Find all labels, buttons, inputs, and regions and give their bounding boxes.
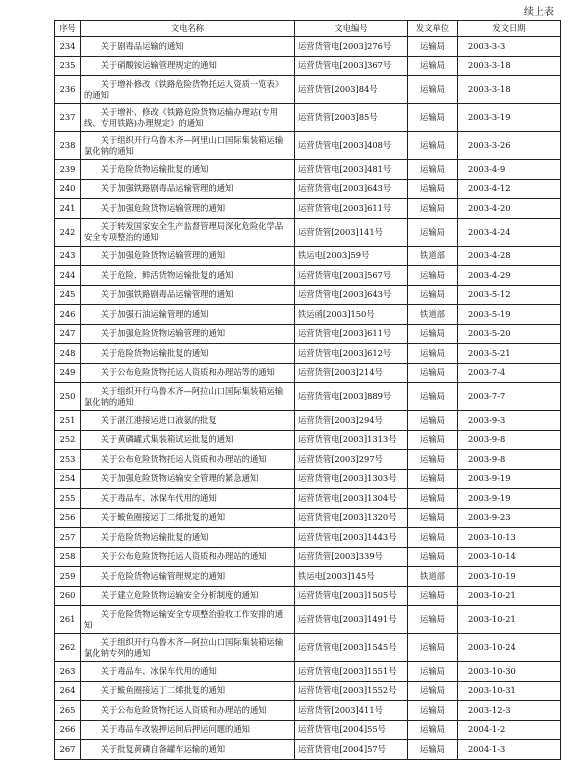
issue-date: 2003-4-24 <box>458 218 561 246</box>
table-row <box>55 383 561 411</box>
table-row <box>55 567 561 587</box>
document-number: 运营货管电[2003]1320号 <box>295 508 408 528</box>
header-date: 发文日期 <box>458 21 561 37</box>
table-row <box>55 56 561 76</box>
document-title: 关于批复黄磷自备罐车运输的通知 <box>81 740 295 760</box>
issuing-unit: 运输局 <box>408 469 458 489</box>
row-number: 254 <box>55 469 81 489</box>
issuing-unit: 运输局 <box>408 344 458 364</box>
issue-date: 2003-3-26 <box>458 132 561 160</box>
issue-date: 2003-9-3 <box>458 411 561 431</box>
document-title: 关于危险货物运输安全专项整治验收工作安排的通知 <box>81 606 295 634</box>
document-title: 关于建立危险货物运输安全分析制度的通知 <box>81 586 295 606</box>
issue-date: 2003-3-18 <box>458 76 561 104</box>
issuing-unit: 运输局 <box>408 547 458 567</box>
document-title: 关于毒品车、冰保车代用的通知 <box>81 489 295 509</box>
issuing-unit: 运输局 <box>408 383 458 411</box>
document-number: 运营货管电[2003]889号 <box>295 383 408 411</box>
header-no: 序号 <box>55 21 81 37</box>
issuing-unit: 运输局 <box>408 740 458 760</box>
issue-date: 2003-10-21 <box>458 586 561 606</box>
document-number: 运营货管电[2003]408号 <box>295 132 408 160</box>
table-row <box>55 199 561 219</box>
row-number: 255 <box>55 489 81 509</box>
document-title: 关于加强危险货物运输管理的通知 <box>81 246 295 266</box>
header-title: 文电名称 <box>81 21 295 37</box>
document-number: 运营货管[2003]85号 <box>295 104 408 132</box>
table-row <box>55 547 561 567</box>
issuing-unit: 运输局 <box>408 606 458 634</box>
document-number: 运营货管电[2003]276号 <box>295 37 408 57</box>
table-row <box>55 606 561 634</box>
document-number: 运营货管电[2003]1545号 <box>295 634 408 662</box>
issue-date: 2003-10-24 <box>458 634 561 662</box>
row-number: 249 <box>55 363 81 383</box>
document-number: 运营货管[2003]294号 <box>295 411 408 431</box>
document-title: 关于毒品车改装押运间后押运问题的通知 <box>81 720 295 740</box>
row-number: 265 <box>55 701 81 721</box>
issuing-unit: 运输局 <box>408 76 458 104</box>
issuing-unit: 运输局 <box>408 179 458 199</box>
document-number: 运营货管电[2003]1443号 <box>295 528 408 548</box>
issuing-unit: 运输局 <box>408 56 458 76</box>
document-title: 关于湛江港接运进口液氨的批复 <box>81 411 295 431</box>
document-number: 运营货管电[2003]1505号 <box>295 586 408 606</box>
document-title: 关于加强铁路剧毒品运输管理的通知 <box>81 285 295 305</box>
document-title: 关于公布危险货物托运人资质和办理站的通知 <box>81 547 295 567</box>
table-row <box>55 430 561 450</box>
document-title: 关于危险、鲜活货物运输批复的通知 <box>81 266 295 286</box>
document-title: 关于危险货物运输批复的通知 <box>81 528 295 548</box>
document-number: 运营货管电[2003]1552号 <box>295 681 408 701</box>
issue-date: 2003-7-7 <box>458 383 561 411</box>
table-row <box>55 179 561 199</box>
table-row <box>55 160 561 180</box>
document-number: 运营货管电[2004]57号 <box>295 740 408 760</box>
issuing-unit: 运输局 <box>408 701 458 721</box>
document-number: 运营货管电[2003]481号 <box>295 160 408 180</box>
issuing-unit: 运输局 <box>408 104 458 132</box>
row-number: 259 <box>55 567 81 587</box>
document-number: 运营货管[2003]214号 <box>295 363 408 383</box>
issue-date: 2003-9-23 <box>458 508 561 528</box>
table-row <box>55 450 561 470</box>
row-number: 248 <box>55 344 81 364</box>
issuing-unit: 铁道部 <box>408 246 458 266</box>
document-title: 关于黄磷罐式集装箱试运批复的通知 <box>81 430 295 450</box>
document-title: 关于加强石油运输管理的通知 <box>81 305 295 325</box>
row-number: 245 <box>55 285 81 305</box>
document-title: 关于毒品车、冰保车代用的通知 <box>81 662 295 682</box>
issuing-unit: 运输局 <box>408 218 458 246</box>
document-title: 关于加强危险货物运输安全管理的紧急通知 <box>81 469 295 489</box>
document-number: 铁运电[2003]59号 <box>295 246 408 266</box>
issuing-unit: 运输局 <box>408 363 458 383</box>
issue-date: 2004-1-3 <box>458 740 561 760</box>
document-number: 运营货管电[2003]611号 <box>295 324 408 344</box>
table-row <box>55 37 561 57</box>
row-number: 260 <box>55 586 81 606</box>
row-number: 238 <box>55 132 81 160</box>
issue-date: 2003-10-19 <box>458 567 561 587</box>
document-number: 运营货管电[2003]1313号 <box>295 430 408 450</box>
row-number: 266 <box>55 720 81 740</box>
issue-date: 2003-4-29 <box>458 266 561 286</box>
row-number: 235 <box>55 56 81 76</box>
issuing-unit: 运输局 <box>408 266 458 286</box>
row-number: 236 <box>55 76 81 104</box>
row-number: 246 <box>55 305 81 325</box>
document-number: 运营货管电[2003]611号 <box>295 199 408 219</box>
table-row <box>55 285 561 305</box>
row-number: 240 <box>55 179 81 199</box>
table-row <box>55 720 561 740</box>
document-table <box>54 20 561 760</box>
row-number: 241 <box>55 199 81 219</box>
document-number: 运营货管[2003]411号 <box>295 701 408 721</box>
table-row <box>55 324 561 344</box>
issue-date: 2003-7-4 <box>458 363 561 383</box>
document-title: 关于加强危险货物运输管理的通知 <box>81 199 295 219</box>
issue-date: 2003-5-12 <box>458 285 561 305</box>
issue-date: 2003-12-3 <box>458 701 561 721</box>
row-number: 261 <box>55 606 81 634</box>
issuing-unit: 运输局 <box>408 411 458 431</box>
row-number: 257 <box>55 528 81 548</box>
document-title: 关于公布危险货物托运人资质和办理站的通知 <box>81 450 295 470</box>
issue-date: 2003-4-9 <box>458 160 561 180</box>
row-number: 247 <box>55 324 81 344</box>
issuing-unit: 运输局 <box>408 586 458 606</box>
row-number: 264 <box>55 681 81 701</box>
document-title: 关于加强危险货物运输管理的通知 <box>81 324 295 344</box>
document-number: 运营货管[2003]339号 <box>295 547 408 567</box>
document-title: 关于加强铁路剧毒品运输管理的通知 <box>81 179 295 199</box>
issuing-unit: 运输局 <box>408 634 458 662</box>
issuing-unit: 运输局 <box>408 681 458 701</box>
row-number: 237 <box>55 104 81 132</box>
issuing-unit: 运输局 <box>408 324 458 344</box>
document-title: 关于增补、修改《铁路危险货物运输办理站(专用线、专用铁路)办理规定》的通知 <box>81 104 295 132</box>
table-row <box>55 246 561 266</box>
document-title: 关于组织开行乌鲁木齐—阿拉山口国际集装箱运输氯化钠专列的通知 <box>81 634 295 662</box>
document-title: 关于组织开行乌鲁木齐—阿拉山口国际集装箱运输氯化钠的通知 <box>81 383 295 411</box>
issue-date: 2003-9-8 <box>458 430 561 450</box>
document-title: 关于危险货物运输批复的通知 <box>81 160 295 180</box>
issue-date: 2003-9-19 <box>458 469 561 489</box>
row-number: 251 <box>55 411 81 431</box>
row-number: 243 <box>55 246 81 266</box>
issue-date: 2003-4-28 <box>458 246 561 266</box>
table-row <box>55 508 561 528</box>
table-row <box>55 489 561 509</box>
issuing-unit: 运输局 <box>408 37 458 57</box>
document-number: 运营货管[2003]84号 <box>295 76 408 104</box>
document-number: 运营货管电[2003]567号 <box>295 266 408 286</box>
issuing-unit: 运输局 <box>408 199 458 219</box>
issuing-unit: 铁道部 <box>408 567 458 587</box>
issue-date: 2003-10-14 <box>458 547 561 567</box>
row-number: 262 <box>55 634 81 662</box>
issue-date: 2003-10-21 <box>458 606 561 634</box>
document-number: 运营货管电[2004]55号 <box>295 720 408 740</box>
row-number: 263 <box>55 662 81 682</box>
document-title: 关于转发国家安全生产监督管理局深化危险化学品安全专项整治的通知 <box>81 218 295 246</box>
table-row <box>55 662 561 682</box>
header-row <box>55 21 561 37</box>
issue-date: 2003-4-20 <box>458 199 561 219</box>
issuing-unit: 铁道部 <box>408 305 458 325</box>
table-row <box>55 586 561 606</box>
issue-date: 2003-3-19 <box>458 104 561 132</box>
document-number: 铁运电[2003]145号 <box>295 567 408 587</box>
table-row <box>55 266 561 286</box>
table-row <box>55 701 561 721</box>
issue-date: 2003-10-31 <box>458 681 561 701</box>
row-number: 239 <box>55 160 81 180</box>
row-number: 244 <box>55 266 81 286</box>
document-number: 运营货管电[2003]612号 <box>295 344 408 364</box>
table-row <box>55 363 561 383</box>
header-unit: 发文单位 <box>408 21 458 37</box>
table-row <box>55 76 561 104</box>
document-title: 关于危险货物运输管理规定的通知 <box>81 567 295 587</box>
document-title: 关于鲅鱼圈接运丁二烯批复的通知 <box>81 681 295 701</box>
issue-date: 2003-4-12 <box>458 179 561 199</box>
document-number: 运营货管电[2003]1551号 <box>295 662 408 682</box>
document-number: 铁运函[2003]150号 <box>295 305 408 325</box>
table-row <box>55 469 561 489</box>
table-row <box>55 104 561 132</box>
document-number: 运营货管电[2003]1304号 <box>295 489 408 509</box>
issue-date: 2003-5-21 <box>458 344 561 364</box>
document-title: 关于公布危险货物托运人资质和办理站等的通知 <box>81 363 295 383</box>
issuing-unit: 运输局 <box>408 430 458 450</box>
issuing-unit: 运输局 <box>408 160 458 180</box>
table-row <box>55 634 561 662</box>
table-row <box>55 344 561 364</box>
row-number: 242 <box>55 218 81 246</box>
row-number: 234 <box>55 37 81 57</box>
document-title: 关于增补修改《铁路危险货物托运人资质一览表》的通知 <box>81 76 295 104</box>
row-number: 253 <box>55 450 81 470</box>
row-number: 267 <box>55 740 81 760</box>
header-code: 文电编号 <box>295 21 408 37</box>
issue-date: 2003-3-3 <box>458 37 561 57</box>
issue-date: 2003-3-18 <box>458 56 561 76</box>
document-title: 关于公布危险货物托运人资质和办理站的通知 <box>81 701 295 721</box>
issue-date: 2003-10-13 <box>458 528 561 548</box>
table-row <box>55 218 561 246</box>
table-row <box>55 740 561 760</box>
issue-date: 2003-5-20 <box>458 324 561 344</box>
document-title: 关于组织开行乌鲁木齐—阿里山口国际集装箱运输氯化钠的通知 <box>81 132 295 160</box>
document-number: 运营货管电[2003]367号 <box>295 56 408 76</box>
document-number: 运营货管电[2003]1491号 <box>295 606 408 634</box>
table-row <box>55 528 561 548</box>
document-number: 运营货管电[2003]1303号 <box>295 469 408 489</box>
continued-label: 续上表 <box>524 7 554 18</box>
row-number: 256 <box>55 508 81 528</box>
table-row <box>55 411 561 431</box>
table-row <box>55 681 561 701</box>
issue-date: 2004-1-2 <box>458 720 561 740</box>
document-number: 运营货管[2003]141号 <box>295 218 408 246</box>
document-number: 运营货管[2003]297号 <box>295 450 408 470</box>
table-row <box>55 305 561 325</box>
row-number: 250 <box>55 383 81 411</box>
document-title: 关于硝酸铵运输管理规定的通知 <box>81 56 295 76</box>
issuing-unit: 运输局 <box>408 285 458 305</box>
document-title: 关于危险货物运输批复的通知 <box>81 344 295 364</box>
document-number: 运营货管电[2003]643号 <box>295 285 408 305</box>
issue-date: 2003-10-30 <box>458 662 561 682</box>
issuing-unit: 运输局 <box>408 132 458 160</box>
issuing-unit: 运输局 <box>408 662 458 682</box>
issuing-unit: 运输局 <box>408 528 458 548</box>
issuing-unit: 运输局 <box>408 508 458 528</box>
document-title: 关于剧毒品运输的通知 <box>81 37 295 57</box>
document-number: 运营货管电[2003]643号 <box>295 179 408 199</box>
issuing-unit: 运输局 <box>408 450 458 470</box>
issue-date: 2003-5-19 <box>458 305 561 325</box>
issue-date: 2003-9-19 <box>458 489 561 509</box>
issue-date: 2003-9-8 <box>458 450 561 470</box>
table-row <box>55 132 561 160</box>
issuing-unit: 运输局 <box>408 720 458 740</box>
issuing-unit: 运输局 <box>408 489 458 509</box>
document-title: 关于鲅鱼圈接运丁二烯批复的通知 <box>81 508 295 528</box>
row-number: 252 <box>55 430 81 450</box>
row-number: 258 <box>55 547 81 567</box>
